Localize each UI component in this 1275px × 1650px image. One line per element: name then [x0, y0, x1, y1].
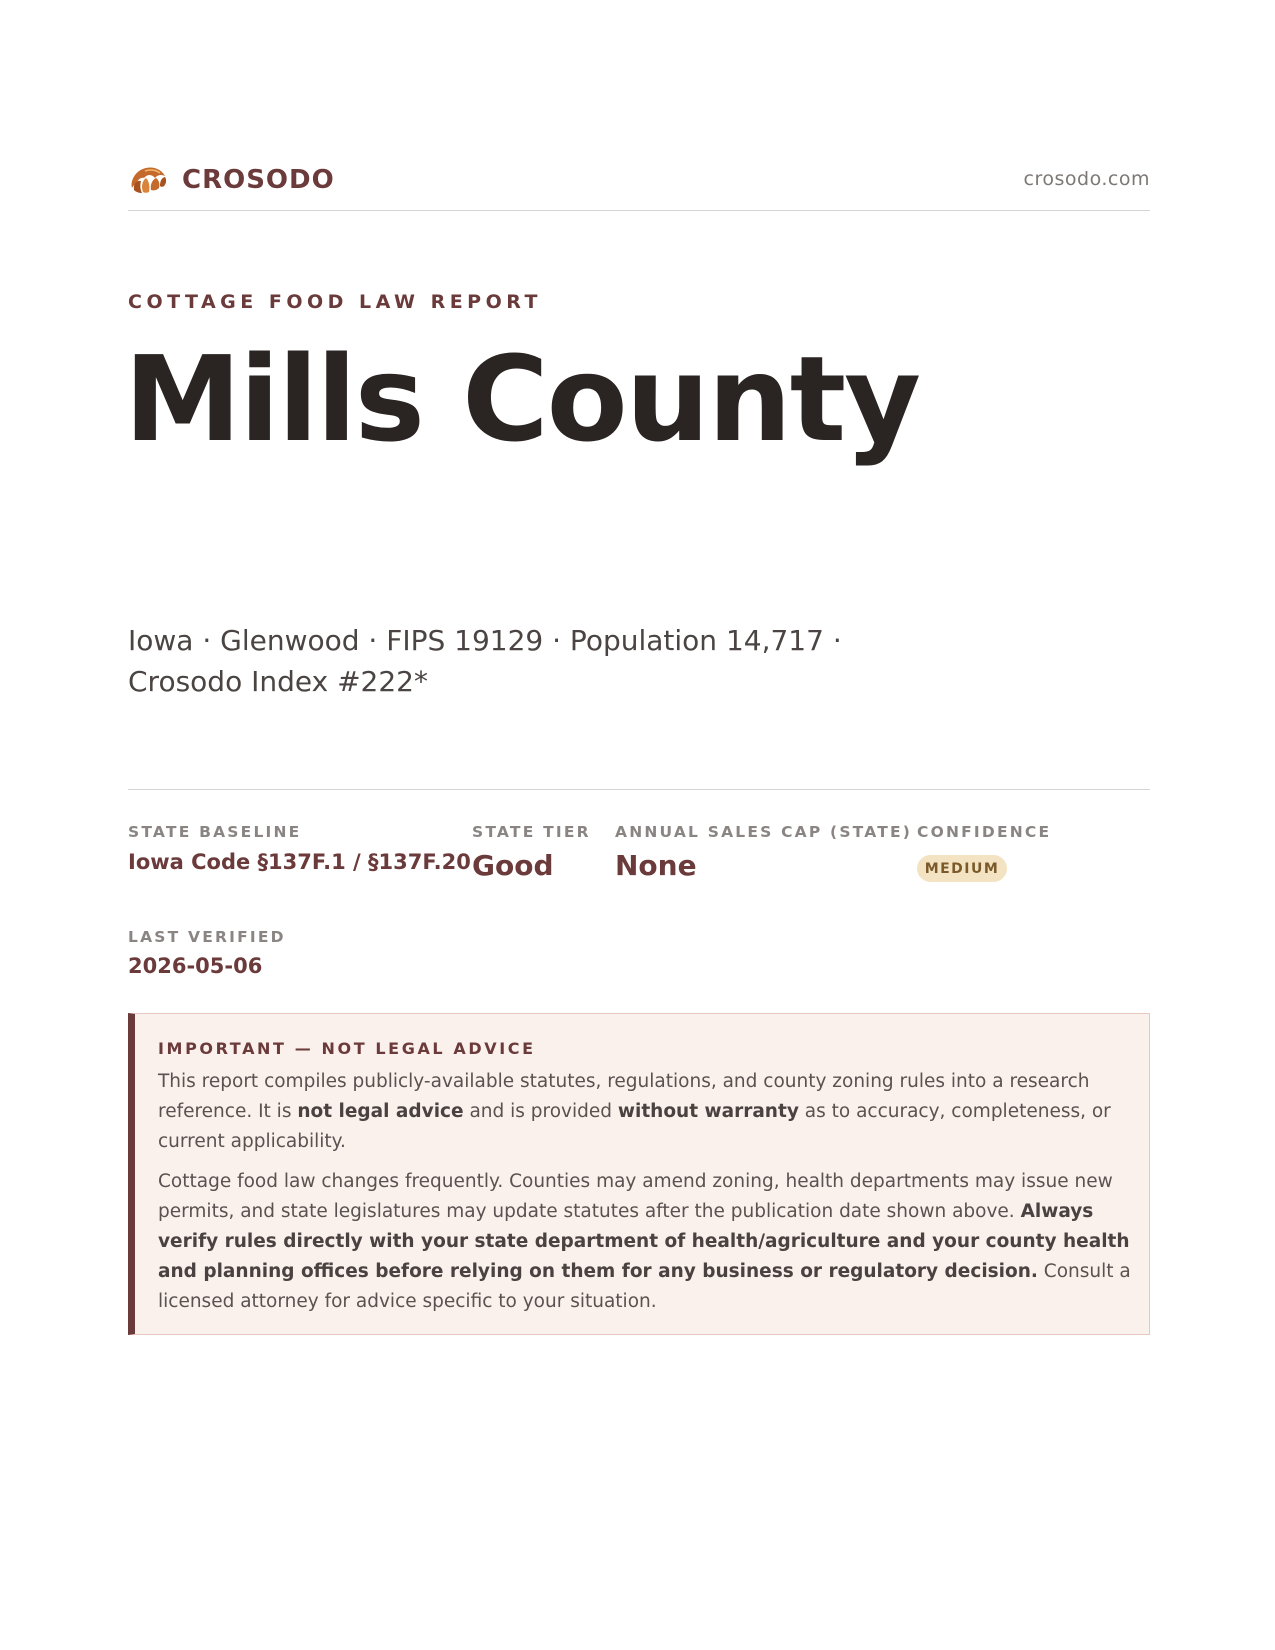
notice-p2-text-c: Consult a licensed attorney for advice specific to your situation. — [158, 1261, 1131, 1312]
report-eyebrow: COTTAGE FOOD LAW REPORT — [128, 291, 542, 313]
brand — [128, 162, 335, 198]
site-url[interactable]: crosodo.com — [1023, 168, 1150, 190]
sales-cap-value: None — [615, 849, 697, 882]
confidence-badge: MEDIUM — [917, 855, 1007, 882]
notice-p1-bold-1: not legal advice — [297, 1101, 464, 1122]
state-baseline-label: STATE BASELINE — [128, 823, 302, 841]
notice-p1-text-d: as to accuracy, completeness, or current applicability. — [158, 1101, 1111, 1152]
page-header — [128, 150, 1150, 211]
croissant-icon — [128, 162, 168, 198]
state-tier-label: STATE TIER — [472, 823, 591, 841]
notice-paragraph-2 — [158, 1167, 1133, 1317]
notice-p2-bold: Always verify rules directly with your state department of health/agriculture and your county health and planning offices before relying on them for any business or regulatory decision. — [158, 1201, 1130, 1282]
state-baseline-value: Iowa Code §137F.1 / §137F.20 — [128, 850, 471, 874]
last-verified-value: 2026-05-06 — [128, 954, 263, 978]
page-title: Mills County — [124, 330, 920, 468]
confidence-label: CONFIDENCE — [917, 823, 1052, 841]
notice-p2-text-a: Cottage food law changes frequently. Counties may amend zoning, health departments may issue new permits, and state legislatures may update statutes after the publication date shown above. — [158, 1171, 1113, 1222]
notice-paragraph-1 — [158, 1067, 1133, 1157]
brand-name: CROSODO — [182, 165, 335, 195]
notice-p1-text-a: This report compiles publicly-available statutes, regulations, and county zoning rules into a research reference. It is — [158, 1071, 1090, 1122]
last-verified-label: LAST VERIFIED — [128, 928, 286, 946]
notice-p1-text-c: and is provided — [463, 1101, 618, 1122]
notice-title: IMPORTANT — NOT LEGAL ADVICE — [158, 1039, 536, 1058]
legal-notice — [128, 1013, 1150, 1335]
report-subtitle: Iowa · Glenwood · FIPS 19129 · Population 14,717 · Crosodo Index #222* — [128, 624, 842, 698]
state-tier-value: Good — [472, 849, 554, 882]
notice-p1-bold-2: without warranty — [617, 1101, 799, 1122]
section-divider — [128, 789, 1150, 790]
sales-cap-label: ANNUAL SALES CAP (STATE) — [615, 823, 913, 841]
